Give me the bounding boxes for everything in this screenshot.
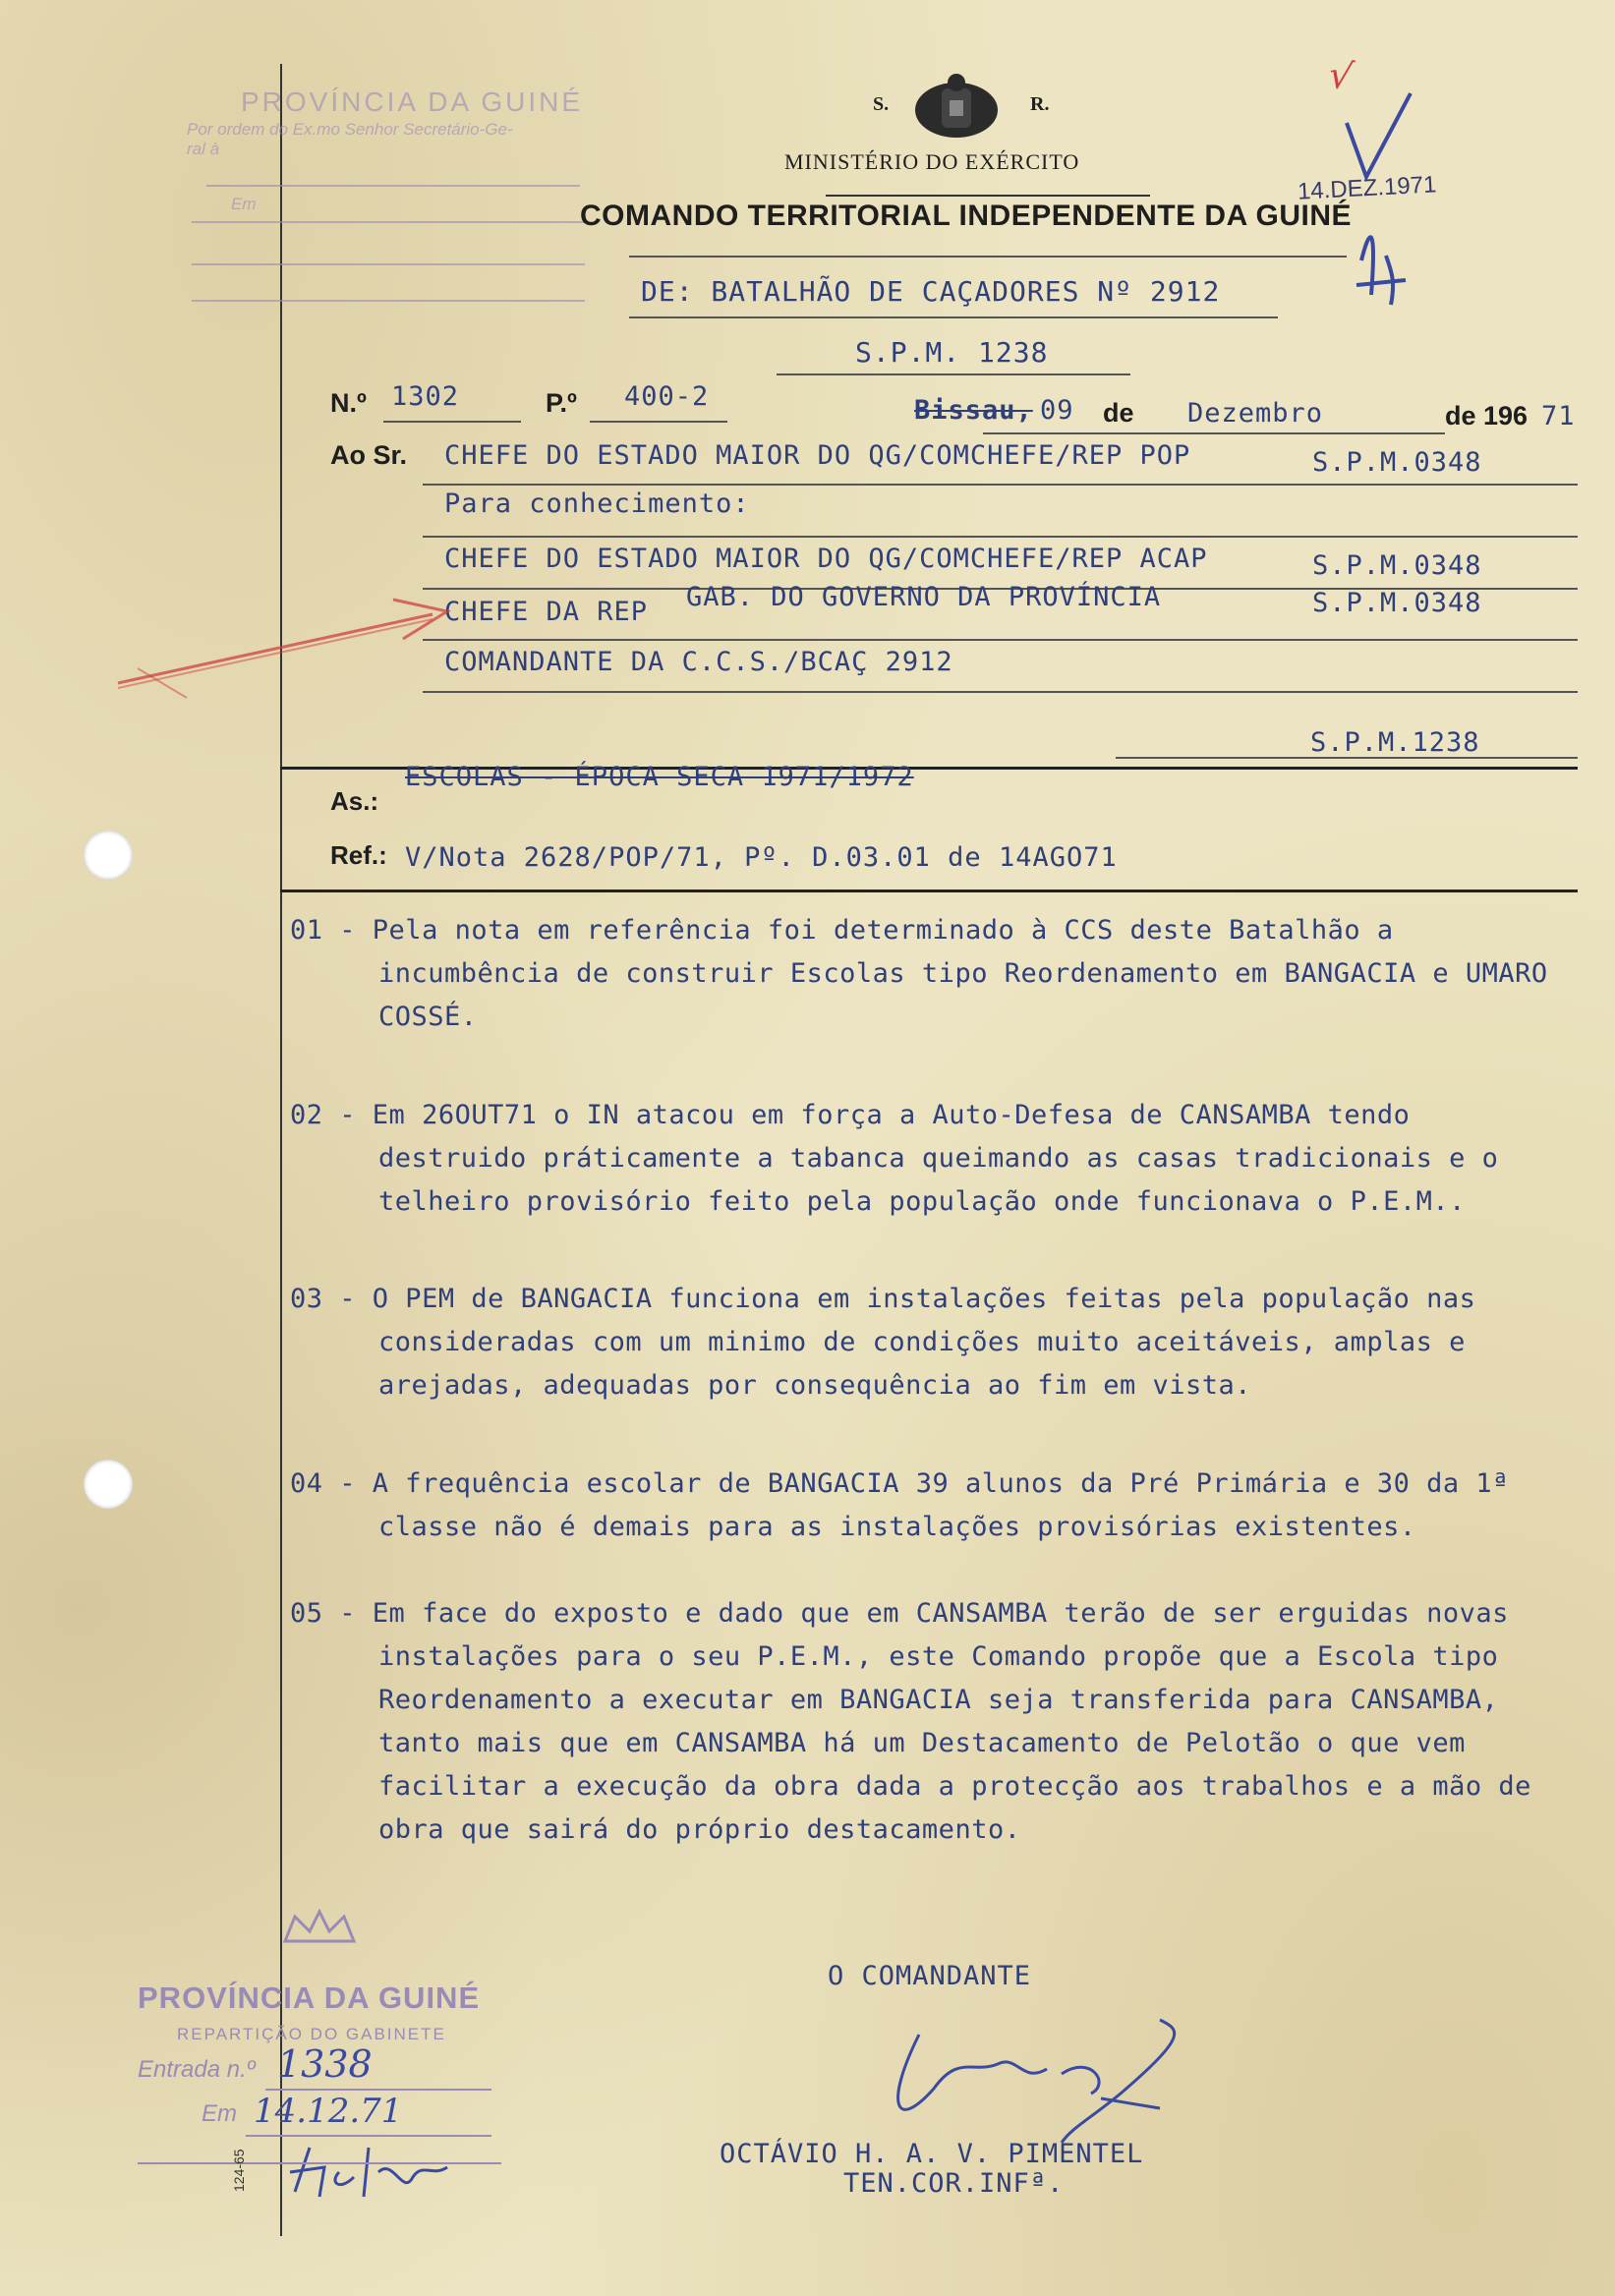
handwritten-initials — [285, 2138, 462, 2207]
subject-value: ESCOLAS - ÉPOCA SECA 1971/1972 — [405, 762, 914, 792]
coat-of-arms-icon — [912, 69, 1001, 147]
paragraph-2-text: Em 26OUT71 o IN atacou em força a Auto-Defesa de CANSAMBA tendo destruido práticamente a tabanca queimando as casas tradicionais e o telheiro provisório feito pela população onde funcionava o P.E.M.. — [372, 1100, 1499, 1217]
paragraph-1-text: Pela nota em referência foi determinado à CCS deste Batalhão a incumbência de construir Escolas tipo Reordenamento em BANGACIA e UMARO COSSÉ. — [372, 915, 1548, 1032]
addressee-rule-5 — [423, 691, 1578, 693]
entrada-label: Entrada n.º — [138, 2056, 256, 2083]
stamp-bottom-rule — [138, 2162, 501, 2164]
command-rule — [629, 256, 1347, 258]
cc-2b: GAB. DO GOVERNO DA PROVÍNCIA — [686, 582, 1162, 612]
paragraph-5-text: Em face do exposto e dado que em CANSAMBA terão de ser erguidas novas instalações para o seu P.E.M., este Comando propõe que a Escola tipo Reordenamento a executar em BANGACIA seja transferida para CANSAMBA, tanto mais que em CANSAMBA há um Destacamento de Pelotão o que vem facilitar a execução da obra dada a protecção aos trabalhos e a mão de obra que sairá do próprio destacamento. — [372, 1598, 1531, 1845]
signature-name: OCTÁVIO H. A. V. PIMENTEL — [720, 2139, 1144, 2169]
entrada-value: 1338 — [277, 2042, 373, 2086]
em-rule — [246, 2135, 491, 2137]
ministry-title: MINISTÉRIO DO EXÉRCITO — [784, 149, 1080, 174]
stamp-top-left-line1: PROVÍNCIA DA GUINÉ — [241, 86, 584, 117]
paragraph-5 — [290, 1592, 1568, 1852]
ao-label: Ao Sr. — [330, 440, 408, 470]
addressee-primary: CHEFE DO ESTADO MAIOR DO QG/COMCHEFE/REP POP — [444, 440, 1191, 471]
red-arrow-mark — [108, 590, 462, 718]
received-date-stamp: 14.DEZ.1971 — [1297, 171, 1438, 205]
cc-2-spm: S.P.M.0348 — [1312, 588, 1482, 618]
stamp-bottom-line2: REPARTIÇÃO DO GABINETE — [177, 2025, 446, 2043]
body-top-rule — [280, 890, 1578, 892]
paragraph-4-text: A frequência escolar de BANGACIA 39 alunos da Pré Primária e 30 da 1ª classe não é demais para as instalações provisórias existentes. — [372, 1468, 1509, 1542]
footer-spm: S.P.M.1238 — [1310, 727, 1480, 758]
stamp-top-left — [187, 86, 583, 214]
cc-3: COMANDANTE DA C.C.S./BCAÇ 2912 — [444, 647, 953, 677]
spm-rule — [777, 373, 1130, 375]
addressee-primary-spm: S.P.M.0348 — [1312, 447, 1482, 478]
command-title: COMANDO TERRITORIAL INDEPENDENTE DA GUINÉ — [580, 200, 1352, 232]
addressee-rule-4 — [423, 639, 1578, 641]
date-day: 09 — [1040, 395, 1074, 426]
cc-1-spm: S.P.M.0348 — [1312, 550, 1482, 581]
date-de-2: de 196 — [1445, 401, 1528, 430]
header-sr-left: S. — [873, 93, 890, 115]
no-value: 1302 — [391, 381, 460, 412]
date-rule — [983, 432, 1445, 434]
em-value: 14.12.71 — [254, 2092, 403, 2131]
date-place: Bissau, — [914, 395, 1033, 426]
header-spm: S.P.M. 1238 — [855, 336, 1049, 369]
ministry-rule — [826, 195, 1150, 197]
signature-rank: TEN.COR.INFª. — [843, 2168, 1065, 2199]
entrada-rule — [265, 2089, 491, 2091]
paragraph-2 — [290, 1094, 1568, 1224]
paragraph-2-num: 02 - — [290, 1100, 357, 1130]
stamp-rule-4 — [192, 300, 585, 302]
cc-2a: CHEFE DA REP — [444, 597, 649, 627]
paragraph-3 — [290, 1278, 1568, 1407]
punch-hole-bottom — [84, 1460, 133, 1509]
as-label: As.: — [330, 786, 379, 816]
p-rule — [590, 421, 727, 423]
punch-hole-top — [84, 831, 133, 880]
signature-title: O COMANDANTE — [828, 1961, 1032, 1991]
date-month: Dezembro — [1187, 398, 1324, 429]
em-label: Em — [202, 2100, 237, 2127]
paragraph-4-num: 04 - — [290, 1468, 357, 1499]
addressee-rule-1 — [423, 484, 1578, 486]
stamp-rule-2 — [192, 221, 585, 223]
stamp-top-left-line2: Por ordem do Ex.mo Senhor Secretário-Ge- — [187, 120, 513, 139]
crown-stamp-icon — [275, 1907, 364, 1946]
from-unit: DE: BATALHÃO DE CAÇADORES Nº 2912 — [641, 275, 1221, 308]
no-label: N.º — [330, 388, 367, 418]
stamp-bottom-line1: PROVÍNCIA DA GUINÉ — [138, 1980, 481, 2015]
addressee-rule-2 — [423, 536, 1578, 538]
ref-value: V/Nota 2628/POP/71, Pº. D.03.01 de 14AGO71 — [405, 842, 1118, 873]
stamp-top-left-line3: ral à — [187, 140, 220, 158]
date-de-1: de — [1103, 398, 1134, 428]
stamp-side-code: 124-65 — [231, 2149, 247, 2192]
para-conhecimento: Para conhecimento: — [444, 488, 750, 519]
paragraph-5-num: 05 - — [290, 1598, 357, 1629]
ref-label: Ref.: — [330, 840, 387, 870]
paragraph-1-num: 01 - — [290, 915, 357, 946]
handwritten-mark-top-right — [1317, 84, 1435, 310]
header-sr-right: R. — [1030, 93, 1050, 115]
signature-scribble — [865, 1995, 1239, 2152]
p-value: 400-2 — [624, 381, 710, 412]
red-check-mark: √ — [1325, 52, 1356, 99]
stamp-rule-1 — [206, 185, 580, 187]
stamp-top-left-line4: Em — [231, 195, 257, 213]
paragraph-3-num: 03 - — [290, 1284, 357, 1314]
footer-spm-rule — [1116, 757, 1578, 759]
stamp-rule-3 — [192, 263, 585, 265]
paragraph-1 — [290, 909, 1568, 1039]
paragraph-4 — [290, 1463, 1568, 1549]
from-rule — [629, 316, 1278, 318]
date-year: 71 — [1541, 401, 1576, 431]
cc-1: CHEFE DO ESTADO MAIOR DO QG/COMCHEFE/REP ACAP — [444, 544, 1208, 574]
paragraph-3-text: O PEM de BANGACIA funciona em instalações feitas pela população nas consideradas com um minimo de condições muito aceitáveis, amplas e arejadas, adequadas por consequência ao fim em vista. — [372, 1284, 1476, 1401]
p-label: P.º — [546, 388, 577, 418]
no-rule — [383, 421, 521, 423]
